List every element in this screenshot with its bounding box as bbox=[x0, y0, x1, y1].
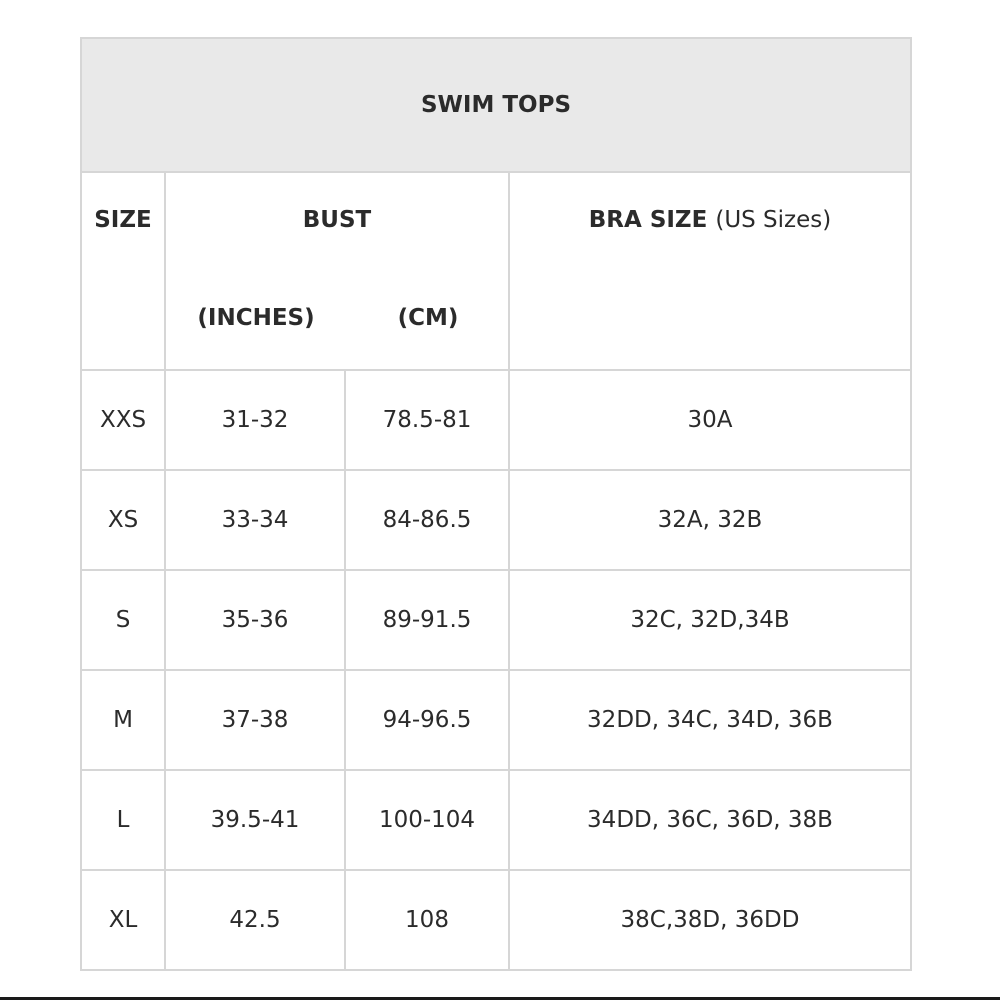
table-row bbox=[81, 570, 911, 670]
bust-inches-cell: 31-32 bbox=[165, 370, 345, 470]
size-cell: XL bbox=[81, 870, 165, 970]
bust-label: BUST bbox=[302, 207, 372, 233]
size-cell: XXS bbox=[81, 370, 165, 470]
size-cell: L bbox=[81, 770, 165, 870]
table-row bbox=[81, 370, 911, 470]
bust-cm-cell: 94-96.5 bbox=[345, 670, 509, 770]
bust-inches-label: (INCHES) bbox=[197, 305, 315, 331]
table-row bbox=[81, 870, 911, 970]
bra-size-cell: 32A, 32B bbox=[509, 470, 911, 570]
bra-size-cell: 34DD, 36C, 36D, 38B bbox=[509, 770, 911, 870]
bust-inches-cell: 42.5 bbox=[165, 870, 345, 970]
bust-cm-cell: 84-86.5 bbox=[345, 470, 509, 570]
bust-cm-cell: 100-104 bbox=[345, 770, 509, 870]
bust-column-header bbox=[165, 172, 509, 370]
size-cell: S bbox=[81, 570, 165, 670]
bra-size-cell: 30A bbox=[509, 370, 911, 470]
bust-cm-cell: 89-91.5 bbox=[345, 570, 509, 670]
size-cell: M bbox=[81, 670, 165, 770]
table-title: SWIM TOPS bbox=[81, 38, 911, 172]
size-column-header: SIZE bbox=[81, 172, 165, 370]
bust-inches-cell: 39.5-41 bbox=[165, 770, 345, 870]
bra-size-cell: 32DD, 34C, 34D, 36B bbox=[509, 670, 911, 770]
size-chart-table bbox=[80, 37, 912, 971]
title-row bbox=[81, 38, 911, 172]
bra-size-label: BRA SIZE bbox=[588, 207, 708, 233]
bra-size-note: (US Sizes) bbox=[715, 207, 832, 233]
bra-size-column-header bbox=[509, 172, 911, 370]
bust-inches-cell: 37-38 bbox=[165, 670, 345, 770]
table-row bbox=[81, 670, 911, 770]
bust-inches-cell: 35-36 bbox=[165, 570, 345, 670]
bust-cm-cell: 108 bbox=[345, 870, 509, 970]
table-row bbox=[81, 770, 911, 870]
bra-size-cell: 32C, 32D,34B bbox=[509, 570, 911, 670]
bust-inches-cell: 33-34 bbox=[165, 470, 345, 570]
bust-cm-label: (CM) bbox=[397, 305, 459, 331]
size-cell: XS bbox=[81, 470, 165, 570]
bust-cm-cell: 78.5-81 bbox=[345, 370, 509, 470]
table-row bbox=[81, 470, 911, 570]
bra-size-cell: 38C,38D, 36DD bbox=[509, 870, 911, 970]
